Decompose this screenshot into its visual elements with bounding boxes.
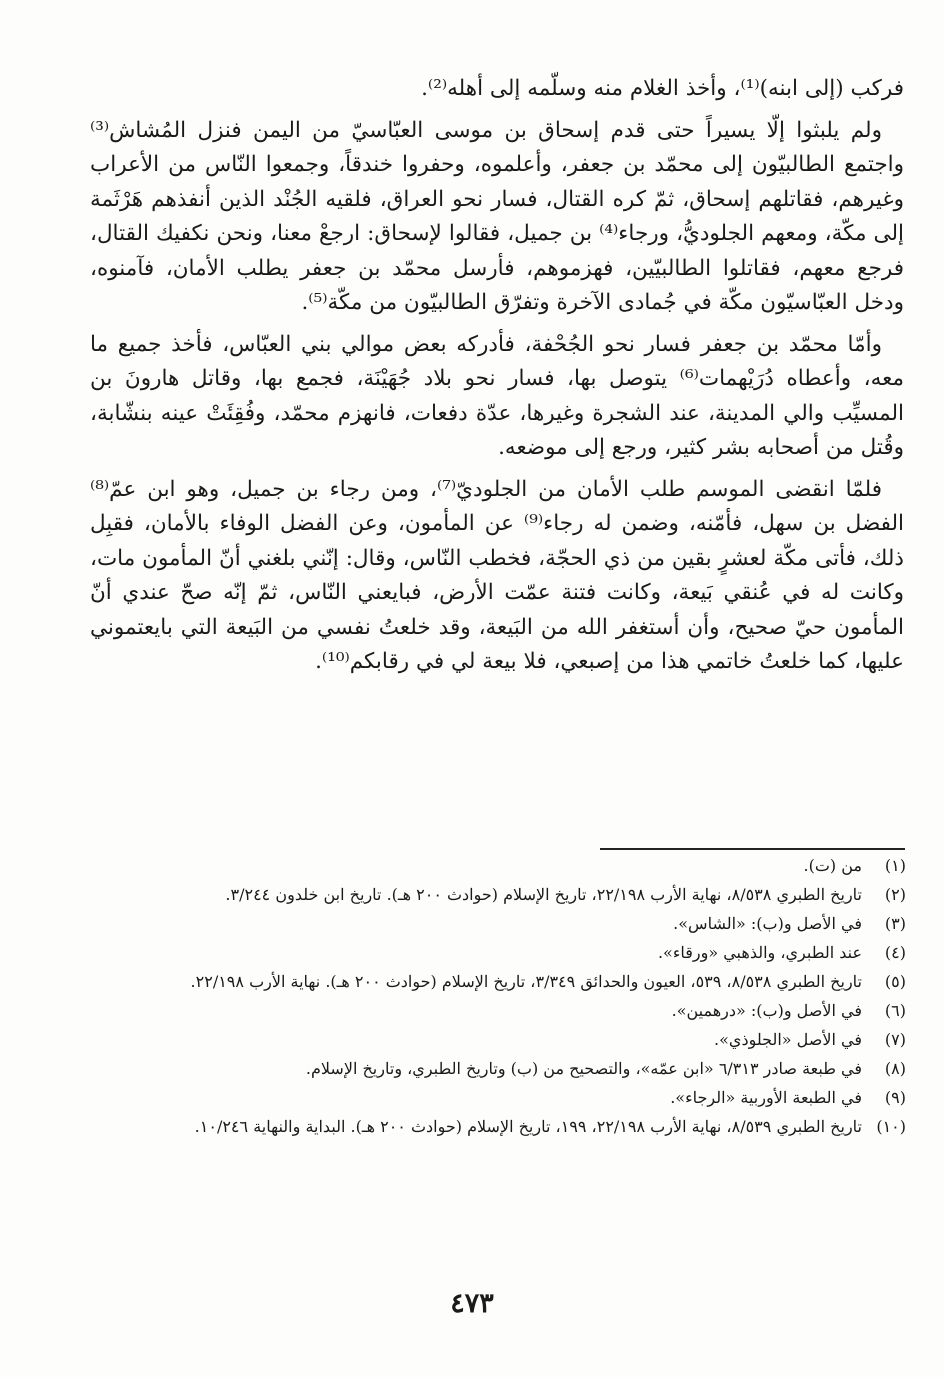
footnote-text: في طبعة صادر ٦/٣١٣ «ابن عمّه»، والتصحيح من (ب) وتاريخ الطبري، وتاريخ الإسلام. bbox=[305, 1059, 862, 1078]
footnote bbox=[88, 910, 906, 937]
paragraph-2: ولم يلبثوا إلّا يسيراً حتى قدم إسحاق بن موسى العبّاسيّ من اليمن فنزل المُشاش⁽³⁾ واجتمع الطالبيّون إلى محمّد بن جعفر، وأعلموه، وحفروا خندقاً، وجمعوا النّاس من الأعراب وغيرهم، فقاتلهم إسحاق، ثمّ كره القتال، فسار نحو العراق، فلقيه الجُنْد الذين أنفذهم هَرْثَمة إلى مكّة، ومعهم الجلوديُّ، ورجاء⁽⁴⁾ بن جميل، فقالوا لإسحاق: ارجعْ معنا، ونحن نكفيك القتال، فرجع معهم، فقاتلوا الطالبيّين، فهزموهم، فأرسل محمّد بن جعفر يطلب الأمان، فآمنوه، ودخل العبّاسيّون مكّة في جُمادى الآخرة وتفرّق الطالبيّون من مكّة⁽⁵⁾. bbox=[90, 117, 904, 315]
page-number: ٤٧٣ bbox=[450, 1288, 494, 1319]
footnote bbox=[88, 997, 906, 1024]
footnote-text: من (ت). bbox=[803, 856, 862, 875]
main-text bbox=[90, 72, 904, 680]
footnote-text: تاريخ الطبري ٨/٥٣٨، ٥٣٩، العيون والحدائق ٣/٣٤٩، تاريخ الإسلام (حوادث ٢٠٠ هـ). نهاية الأرب ٢٢/١٩٨. bbox=[190, 972, 862, 991]
footnote-number: (١) bbox=[884, 856, 906, 875]
footnote-number: (١٠) bbox=[876, 1117, 906, 1136]
footnote-number: (٩) bbox=[884, 1088, 906, 1107]
paragraph-4: فلمّا انقضى الموسم طلب الأمان من الجلوديّ⁽⁷⁾، ومن رجاء بن جميل، وهو ابن عمّ⁽⁸⁾ الفضل بن سهل، فأمّنه، وضمن له رجاء⁽⁹⁾ عن المأمون، وعن الفضل الوفاء بالأمان، فقبِل ذلك، فأتى مكّة لعشرٍ بقين من ذي الحجّة، فخطب النّاس، وقال: إنّني بلغني أنّ المأمون مات، وكانت له في عُنقي بَيعة، وكانت فتنة عمّت الأرض، فبايعني النّاس، ثمّ إنّه صحّ عندي أنّ المأمون حيّ صحيح، وأن أستغفر الله من البَيعة، وقد خلعتُ نفسي من البَيعة التي بايعتموني عليها، كما خلعتُ خاتمي هذا من إصبعي، فلا بيعة لي في رقابكم⁽¹⁰⁾. bbox=[90, 476, 904, 674]
footnote bbox=[88, 939, 906, 966]
footnote-number: (٦) bbox=[884, 1001, 906, 1020]
footnotes bbox=[88, 852, 906, 1142]
footnote bbox=[88, 881, 906, 908]
footnote bbox=[88, 852, 906, 879]
footnote-text: تاريخ الطبري ٨/٥٣٨، نهاية الأرب ٢٢/١٩٨، تاريخ الإسلام (حوادث ٢٠٠ هـ). تاريخ ابن خلدون ٣/٢٤٤. bbox=[225, 885, 862, 904]
footnote bbox=[88, 1084, 906, 1111]
footnote-text: في الأصل «الجلوذي». bbox=[714, 1030, 862, 1049]
footnote-number: (٥) bbox=[884, 972, 906, 991]
footnote bbox=[88, 968, 906, 995]
footnote-text: عند الطبري، والذهبي «ورقاء». bbox=[657, 943, 862, 962]
footnote-text: في الأصل و(ب): «الشاس». bbox=[673, 914, 862, 933]
footnote-number: (٨) bbox=[884, 1059, 906, 1078]
footnote bbox=[88, 1026, 906, 1053]
paragraph-3: وأمّا محمّد بن جعفر فسار نحو الجُحْفة، فأدركه بعض موالي بني العبّاس، فأخذ جميع ما معه، وأعطاه دُرَيْهمات⁽⁶⁾ يتوصل بها، فسار نحو بلاد جُهَيْنَة، فجمع بها، وقاتل هارونَ بن المسيِّب والي المدينة، عند الشجرة وغيرها، عدّة دفعات، فانهزم محمّد، وفُقِئَتْ عينه بنشّابة، وقُتل من أصحابه بشر كثير، ورجع إلى موضعه. bbox=[90, 331, 905, 460]
footnote-divider bbox=[600, 848, 905, 850]
footnote-number: (٤) bbox=[884, 943, 906, 962]
footnote-number: (٧) bbox=[884, 1030, 906, 1049]
footnote-text: تاريخ الطبري ٨/٥٣٩، نهاية الأرب ٢٢/١٩٨، ١٩٩، تاريخ الإسلام (حوادث ٢٠٠ هـ). البداية والنهاية ١٠/٢٤٦. bbox=[194, 1117, 862, 1136]
paragraph-1: فركب (إلى ابنه)⁽¹⁾، وأخذ الغلام منه وسلّمه إلى أهله⁽²⁾. bbox=[421, 76, 904, 101]
footnote-text: في الطبعة الأوربية «الرجاء». bbox=[670, 1088, 862, 1107]
footnote bbox=[88, 1055, 906, 1082]
footnote bbox=[88, 1113, 906, 1140]
footnote-number: (٣) bbox=[884, 914, 906, 933]
footnote-text: في الأصل و(ب): «درهمين». bbox=[671, 1001, 862, 1020]
footnote-number: (٢) bbox=[884, 885, 906, 904]
